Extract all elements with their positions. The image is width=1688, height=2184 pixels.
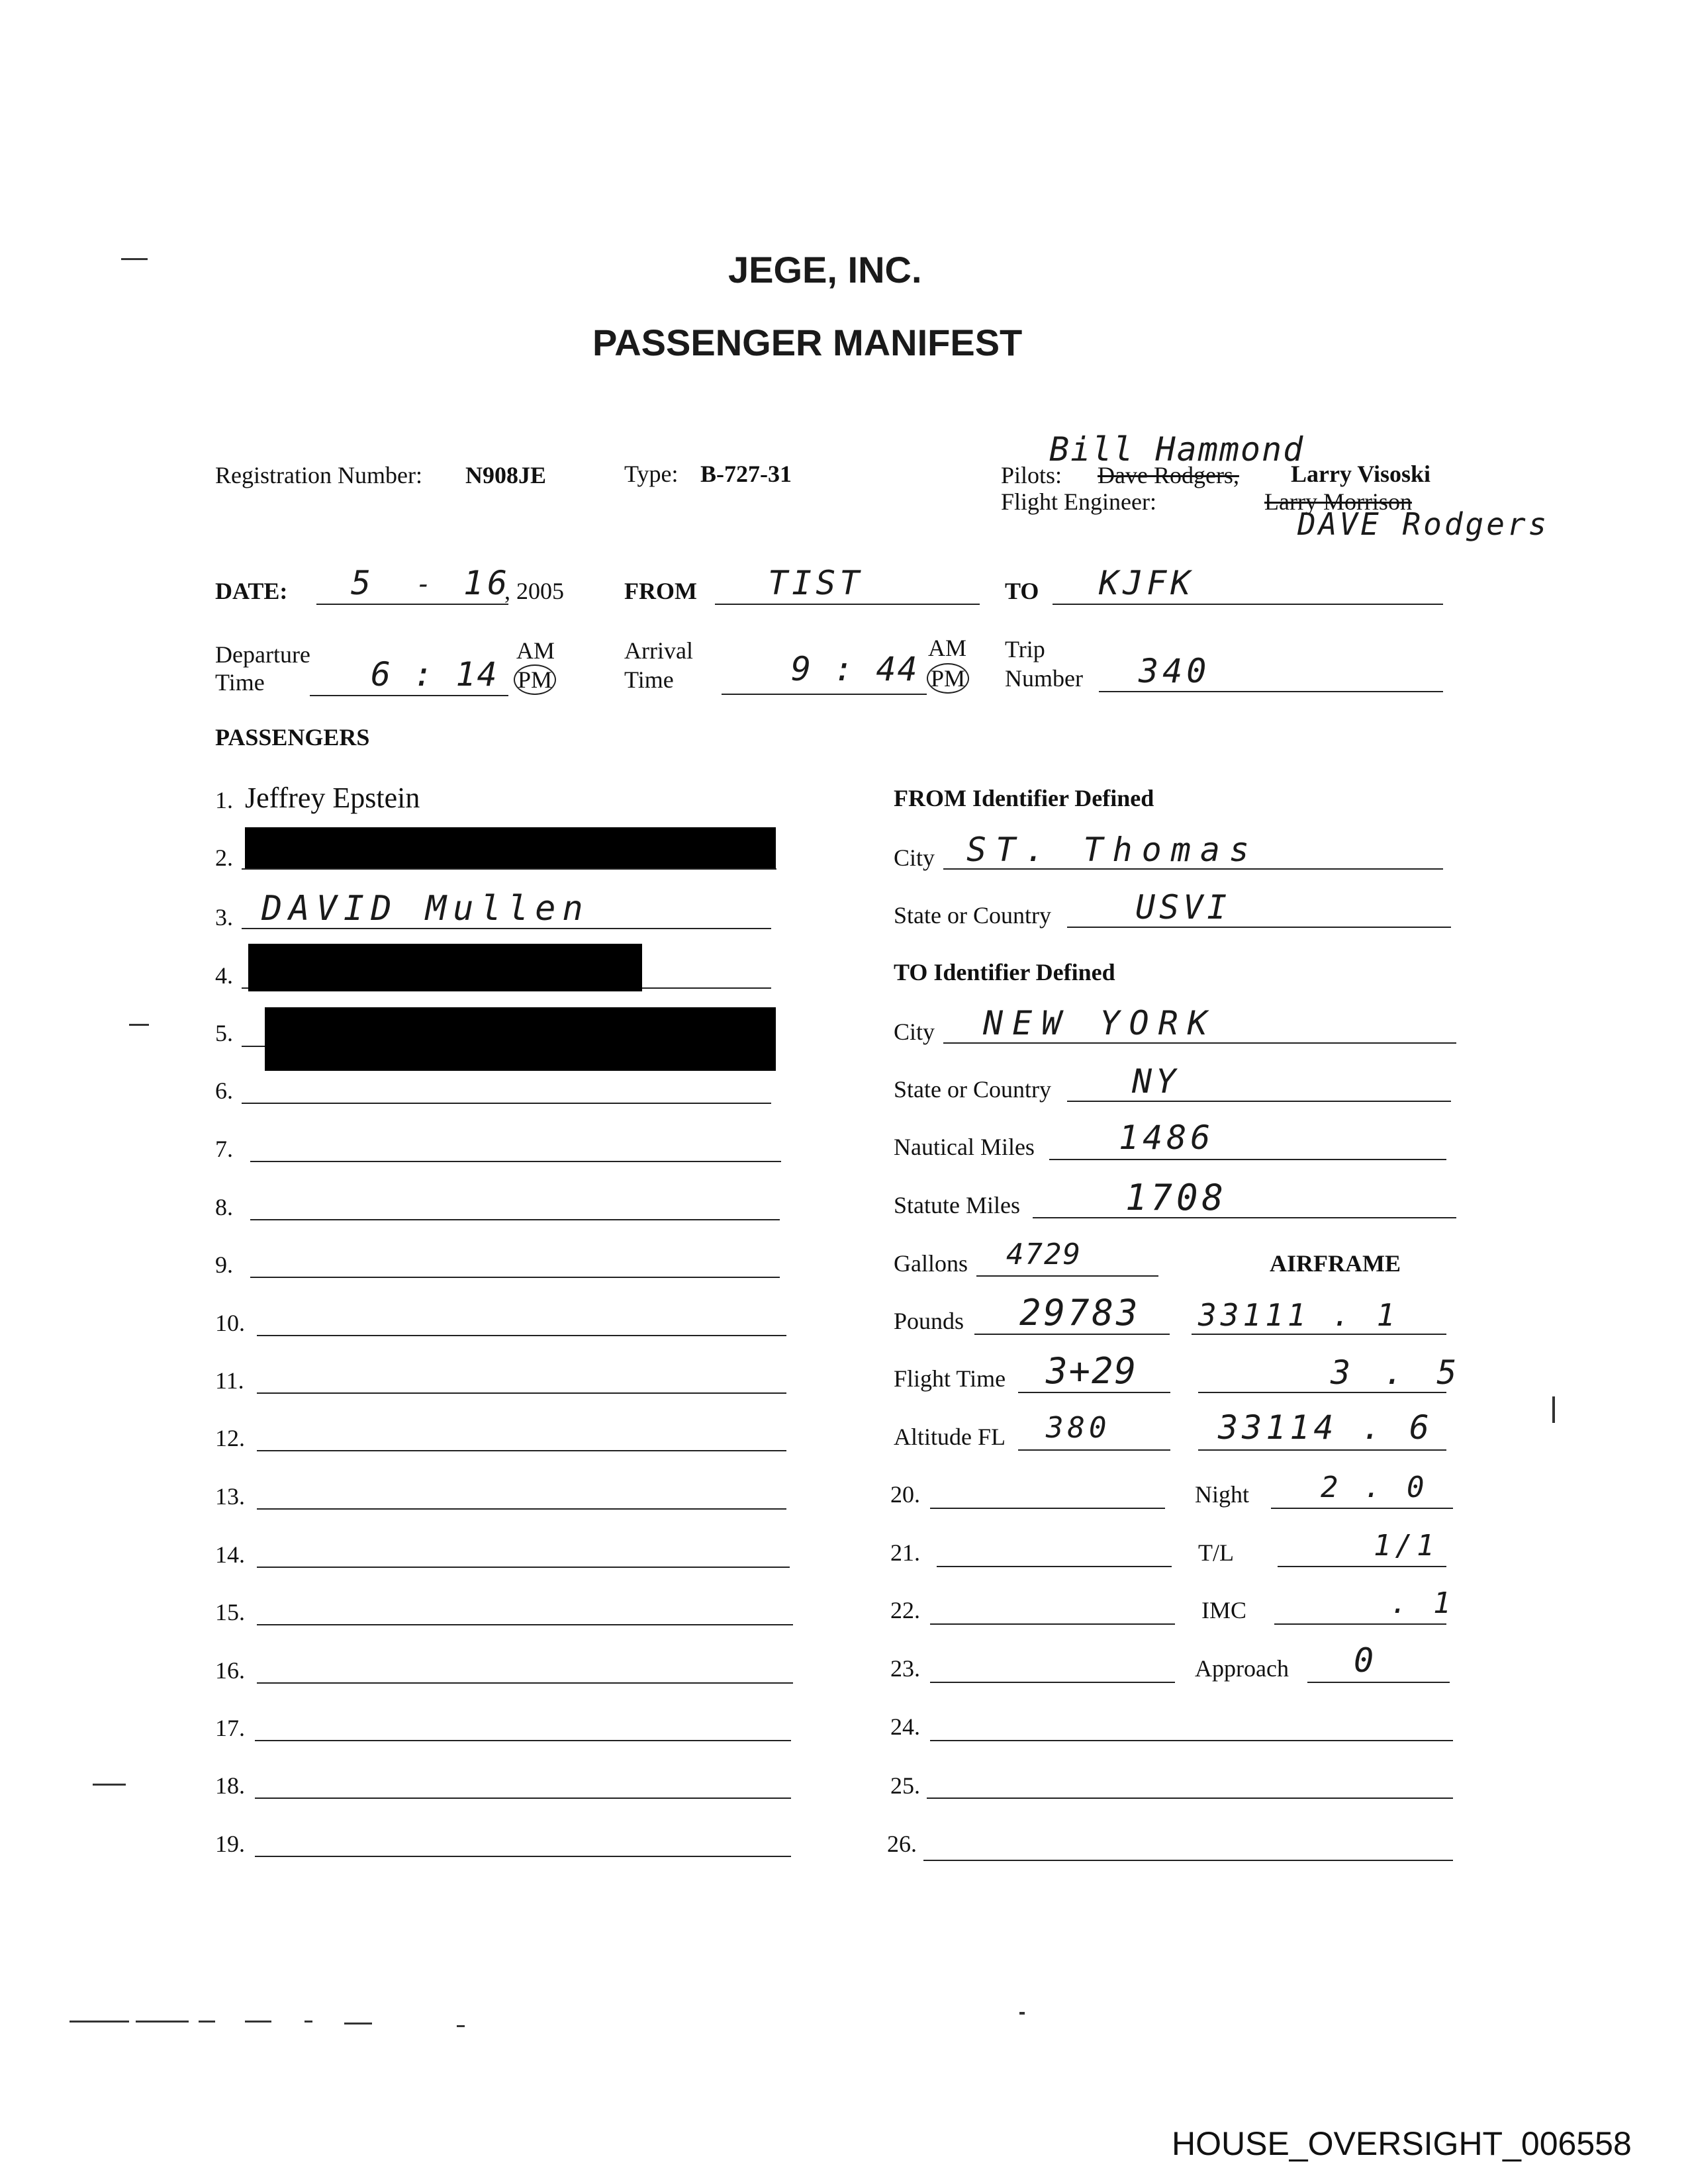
from-state-value: USVI — [1135, 888, 1231, 927]
night-value: 2 . 0 — [1321, 1471, 1429, 1504]
engineer-handwritten: DAVE Rodgers — [1297, 506, 1550, 542]
to-city-value: NEW YORK — [983, 1004, 1217, 1042]
type-value: B-727-31 — [700, 461, 792, 487]
passenger-num-14: 14. — [215, 1541, 245, 1568]
to-identifier-heading: TO Identifier Defined — [894, 959, 1115, 985]
passenger-num-17: 17. — [215, 1715, 245, 1741]
arrival-pm — [927, 663, 969, 694]
to-state-value: NY — [1132, 1062, 1180, 1101]
passenger-num-15: 15. — [215, 1599, 245, 1625]
pilot-handwritten: Bill Hammond — [1049, 430, 1305, 469]
engineer-label: Flight Engineer: — [1001, 488, 1156, 515]
from-city-label: City — [894, 844, 935, 871]
passenger-num-12: 12. — [215, 1425, 245, 1451]
tl-label: T/L — [1198, 1539, 1234, 1566]
from-identifier-heading: FROM Identifier Defined — [894, 785, 1154, 811]
passenger-num-2: 2. — [215, 844, 233, 871]
night-label: Night — [1195, 1481, 1250, 1508]
passenger-num-3: 3. — [215, 904, 233, 931]
date-day: 16 — [463, 564, 512, 602]
date-year: , 2005 — [504, 578, 564, 604]
pounds-label: Pounds — [894, 1308, 964, 1334]
passenger-name-3: DAVID Mullen — [261, 889, 590, 929]
from-value: TIST — [768, 564, 864, 602]
date-label: DATE: — [215, 578, 288, 604]
altitude-label: Altitude FL — [894, 1424, 1006, 1450]
pilot-struck: Dave Rodgers, — [1098, 462, 1239, 488]
pounds-value: 29783 — [1019, 1292, 1141, 1334]
passenger-num-10: 10. — [215, 1310, 245, 1336]
airframe-total-1: 33111 . 1 — [1198, 1297, 1399, 1333]
to-city-label: City — [894, 1019, 935, 1045]
to-label: TO — [1005, 578, 1039, 604]
passenger-num-11: 11. — [215, 1367, 244, 1394]
passenger-num-16: 16. — [215, 1657, 245, 1684]
arrival-pm-circled: PM — [927, 663, 969, 694]
engineer-struck: Larry Morrison — [1264, 488, 1412, 515]
company-name: JEGE, INC. — [728, 249, 922, 291]
date-sep: - — [416, 569, 436, 600]
departure-label-1: Departure — [215, 641, 310, 668]
arrival-label-2: Time — [624, 666, 674, 693]
flight-time-value: 3+29 — [1046, 1350, 1138, 1392]
statute-miles-label: Statute Miles — [894, 1192, 1020, 1218]
passenger-num-13: 13. — [215, 1483, 245, 1510]
passenger-num-5: 5. — [215, 1020, 233, 1046]
passenger-num-19: 19. — [215, 1831, 245, 1857]
nautical-miles-value: 1486 — [1119, 1118, 1215, 1157]
passenger-num-8: 8. — [215, 1194, 233, 1220]
passenger-num-1: 1. — [215, 787, 233, 813]
passenger-num-18: 18. — [215, 1772, 245, 1799]
bates-number: HOUSE_OVERSIGHT_006558 — [1172, 2125, 1632, 2162]
imc-value: . 1 — [1390, 1586, 1455, 1620]
redaction-block-2 — [245, 827, 776, 868]
row-22: 22. — [890, 1597, 920, 1623]
row-24: 24. — [890, 1713, 920, 1740]
trip-value: 340 — [1139, 652, 1211, 690]
row-25: 25. — [890, 1772, 920, 1799]
departure-pm — [514, 664, 556, 695]
row-26: 26. — [887, 1831, 917, 1857]
approach-label: Approach — [1195, 1655, 1289, 1682]
statute-miles-value: 1708 — [1125, 1177, 1228, 1218]
tl-value: 1/1 — [1374, 1529, 1438, 1563]
type-label: Type: — [624, 461, 679, 487]
departure-pm-circled: PM — [514, 664, 556, 695]
arrival-value: 9 : 44 — [791, 650, 919, 688]
date-month: 5 — [351, 564, 375, 602]
to-value: KJFK — [1099, 564, 1195, 602]
passenger-name-1: Jeffrey Epstein — [245, 782, 420, 814]
imc-label: IMC — [1201, 1597, 1247, 1623]
approach-value: 0 — [1354, 1641, 1378, 1680]
airframe-total-3: 33114 . 6 — [1218, 1408, 1433, 1447]
flight-time-label: Flight Time — [894, 1365, 1006, 1392]
registration-value: N908JE — [465, 462, 547, 488]
altitude-value: 380 — [1046, 1411, 1111, 1445]
nautical-miles-label: Nautical Miles — [894, 1134, 1035, 1160]
passenger-num-7: 7. — [215, 1136, 233, 1162]
trip-label-1: Trip — [1005, 636, 1045, 662]
departure-label-2: Time — [215, 669, 265, 696]
to-state-label: State or Country — [894, 1076, 1051, 1103]
departure-value: 6 : 14 — [371, 655, 498, 694]
airframe-heading: AIRFRAME — [1270, 1250, 1401, 1277]
departure-am: AM — [516, 637, 555, 664]
row-21: 21. — [890, 1539, 920, 1566]
passengers-heading: PASSENGERS — [215, 724, 370, 751]
from-label: FROM — [624, 578, 697, 604]
passenger-num-6: 6. — [215, 1077, 233, 1104]
from-city-value: ST. Thomas — [966, 831, 1259, 869]
redaction-block-4 — [248, 944, 642, 991]
gallons-label: Gallons — [894, 1250, 968, 1277]
gallons-value: 4729 — [1006, 1238, 1082, 1271]
passenger-num-9: 9. — [215, 1251, 233, 1278]
passenger-num-4: 4. — [215, 962, 233, 989]
pilots-label: Pilots: — [1001, 462, 1062, 488]
from-state-label: State or Country — [894, 902, 1051, 929]
page-title: PASSENGER MANIFEST — [592, 322, 1023, 363]
trip-label-2: Number — [1005, 665, 1083, 692]
airframe-total-2: 3 . 5 — [1331, 1353, 1464, 1392]
arrival-am: AM — [928, 635, 967, 661]
pilot-2: Larry Visoski — [1291, 461, 1431, 487]
redaction-block-5 — [265, 1007, 776, 1071]
registration-label: Registration Number: — [215, 462, 422, 488]
arrival-label-1: Arrival — [624, 637, 693, 664]
row-23: 23. — [890, 1655, 920, 1682]
row-20: 20. — [890, 1481, 920, 1508]
